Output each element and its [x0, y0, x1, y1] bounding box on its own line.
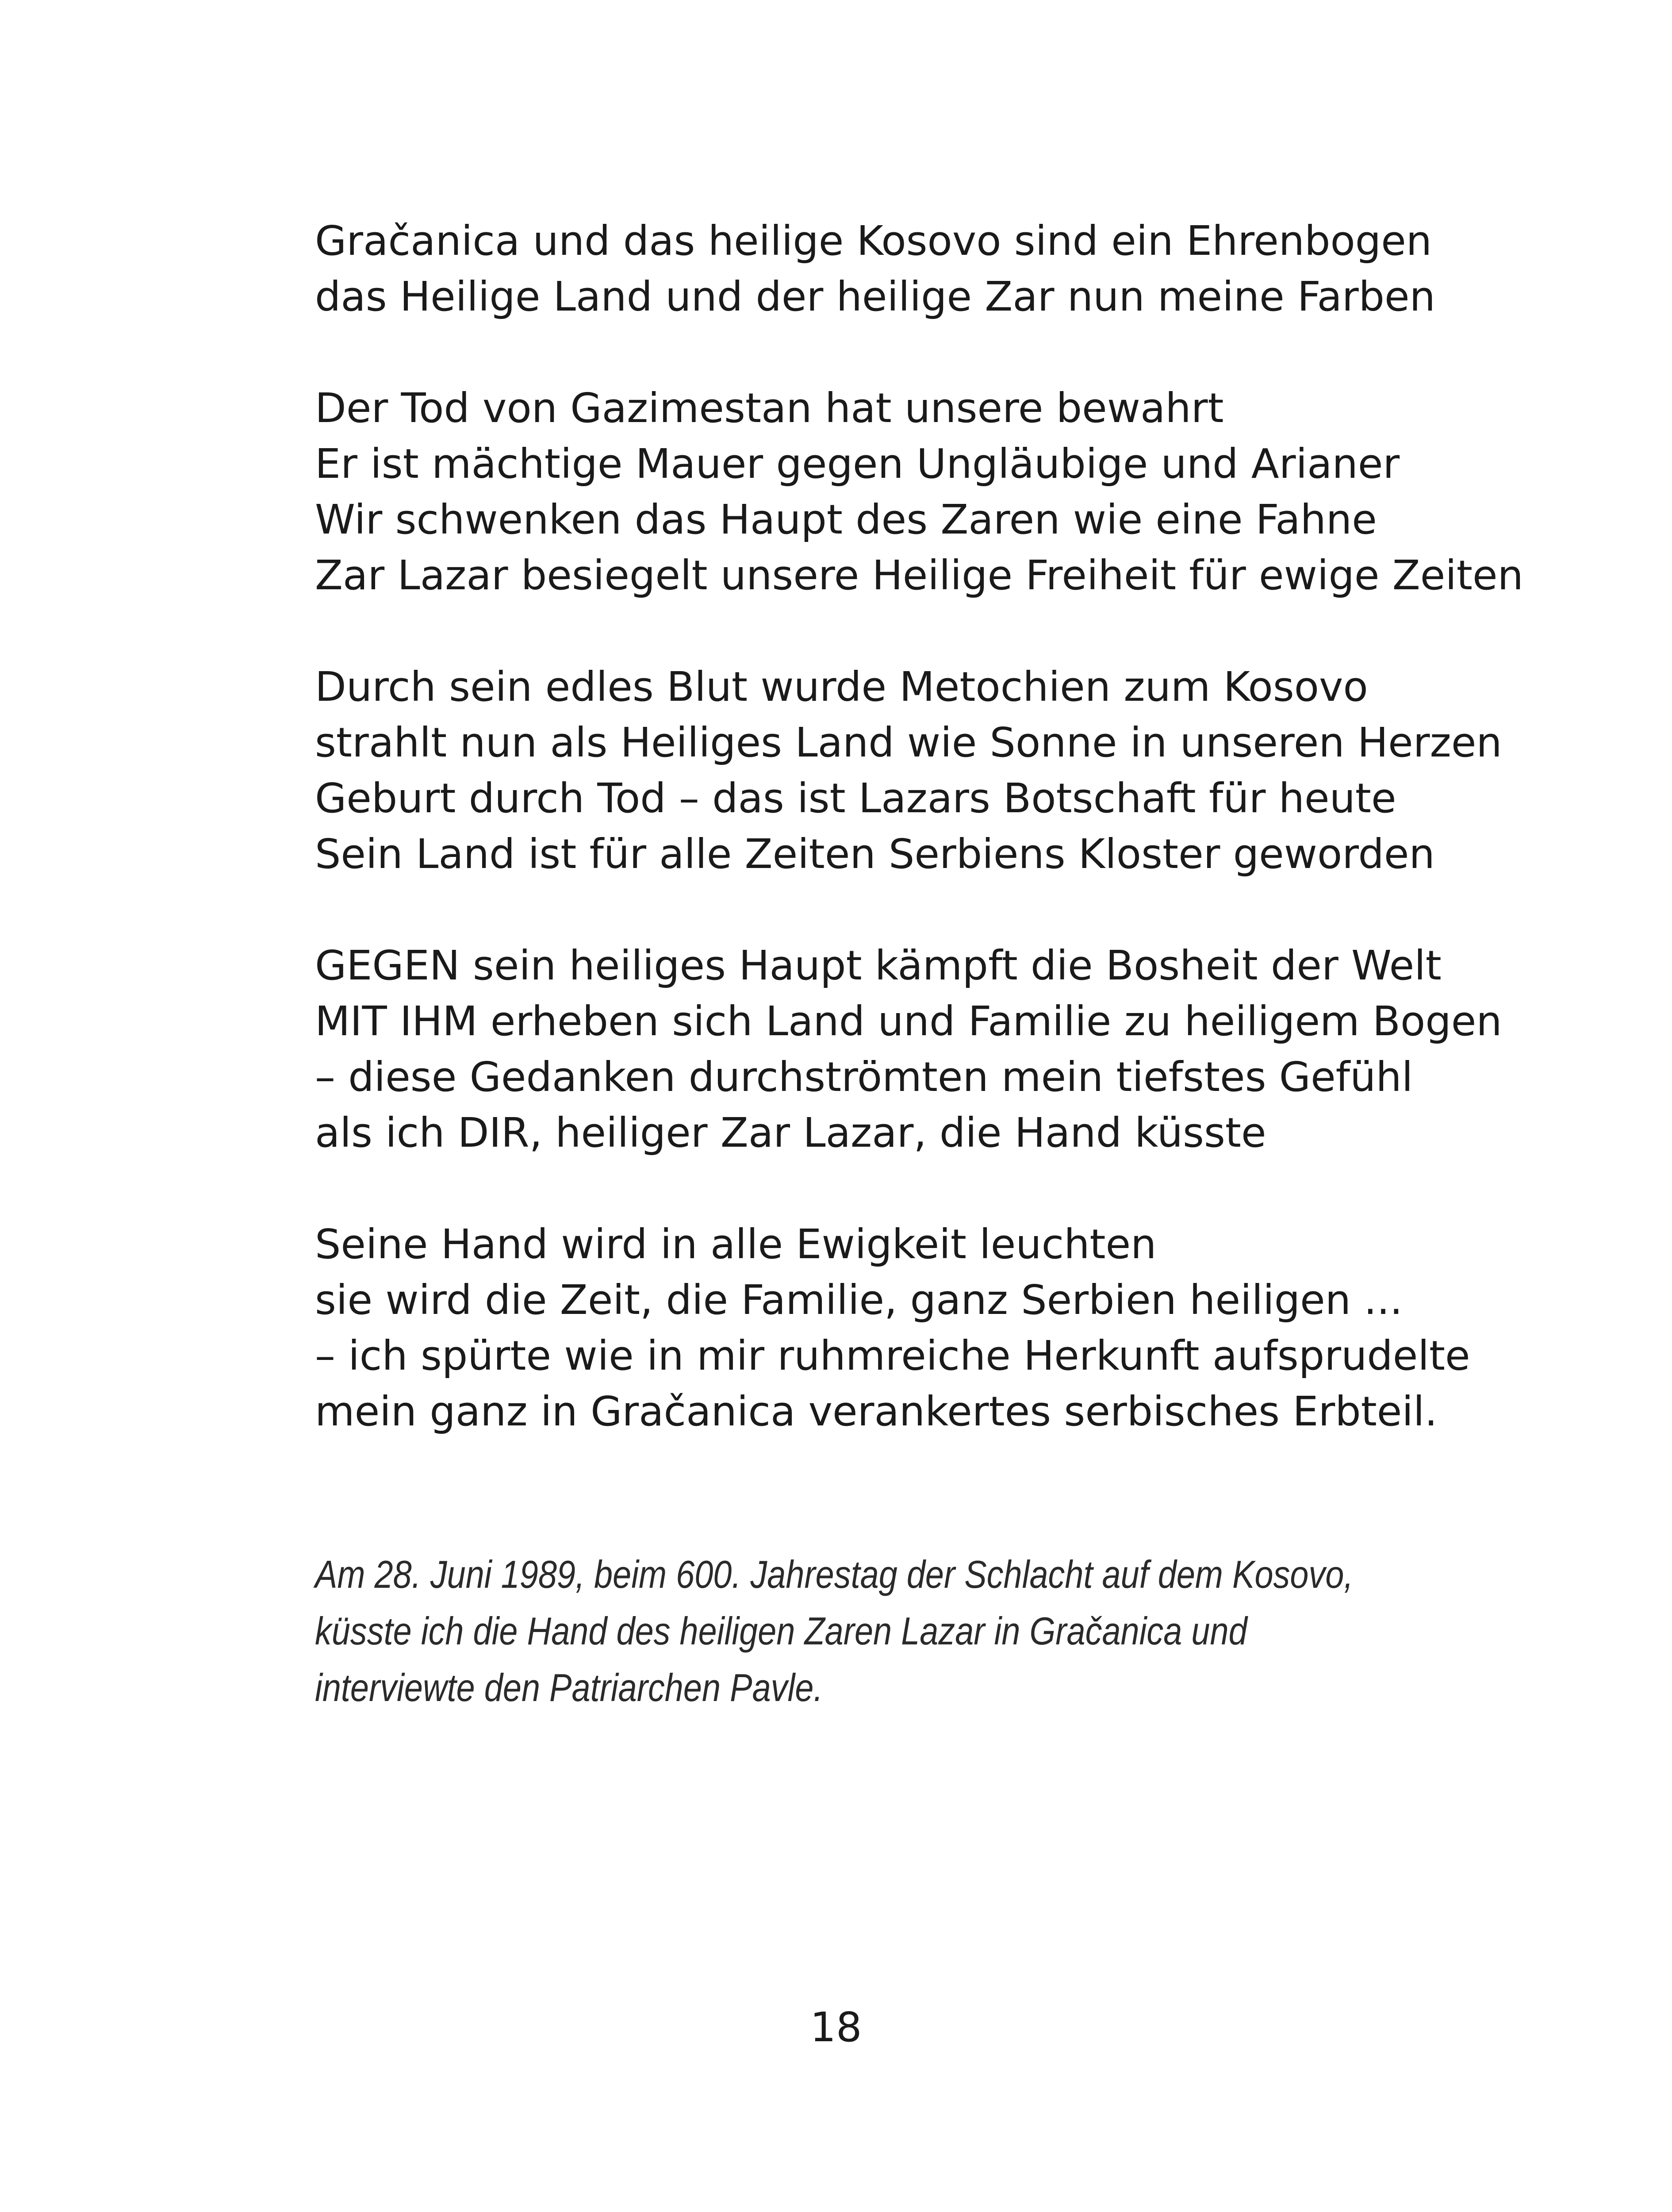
poem-line: GEGEN sein heiliges Haupt kämpft die Bosheit der Welt [315, 942, 1442, 989]
poem-line: mein ganz in Gračanica verankertes serbisches Erbteil. [315, 1388, 1438, 1435]
stanza-4 [315, 938, 1509, 1161]
footnote-line: Am 28. Juni 1989, beim 600. Jahrestag der Schlacht auf dem Kosovo, [315, 1552, 1354, 1596]
poem-line: MIT IHM erheben sich Land und Familie zu heiligem Bogen [315, 998, 1502, 1045]
poem-line: strahlt nun als Heiliges Land wie Sonne in unseren Herzen [315, 719, 1502, 766]
footnote [315, 1546, 1509, 1716]
poem [315, 213, 1523, 1495]
stanza-5 [315, 1217, 1509, 1440]
poem-line: Wir schwenken das Haupt des Zaren wie eine Fahne [315, 496, 1377, 543]
stanza-2 [315, 380, 1523, 603]
poem-line: Er ist mächtige Mauer gegen Ungläubige und Arianer [315, 440, 1400, 488]
poem-line: – ich spürte wie in mir ruhmreiche Herkunft aufsprudelte [315, 1332, 1470, 1379]
poem-line: als ich DIR, heiliger Zar Lazar, die Hand küsste [315, 1109, 1266, 1156]
poem-line: Zar Lazar besiegelt unsere Heilige Freiheit für ewige Zeiten [315, 552, 1523, 599]
page-number: 18 [810, 2004, 862, 2051]
poem-line: Sein Land ist für alle Zeiten Serbiens Kloster geworden [315, 830, 1435, 878]
footnote-line: interviewte den Patriarchen Pavle. [315, 1666, 823, 1709]
stanza-1 [315, 213, 1509, 325]
footnote-line: küsste ich die Hand des heiligen Zaren Lazar in Gračanica und [315, 1609, 1247, 1653]
poem-line: – diese Gedanken durchströmten mein tiefstes Gefühl [315, 1053, 1413, 1101]
poem-line: Seine Hand wird in alle Ewigkeit leuchten [315, 1221, 1157, 1268]
poem-line: sie wird die Zeit, die Familie, ganz Serbien heiligen ... [315, 1276, 1403, 1324]
poem-line: Der Tod von Gazimestan hat unsere bewahrt [315, 384, 1224, 432]
poem-line: Durch sein edles Blut wurde Metochien zum Kosovo [315, 663, 1368, 710]
stanza-3 [315, 659, 1509, 882]
poem-line: Geburt durch Tod – das ist Lazars Botschaft für heute [315, 775, 1396, 822]
poem-line: das Heilige Land und der heilige Zar nun meine Farben [315, 273, 1435, 320]
poem-line: Gračanica und das heilige Kosovo sind ein Ehrenbogen [315, 217, 1432, 265]
